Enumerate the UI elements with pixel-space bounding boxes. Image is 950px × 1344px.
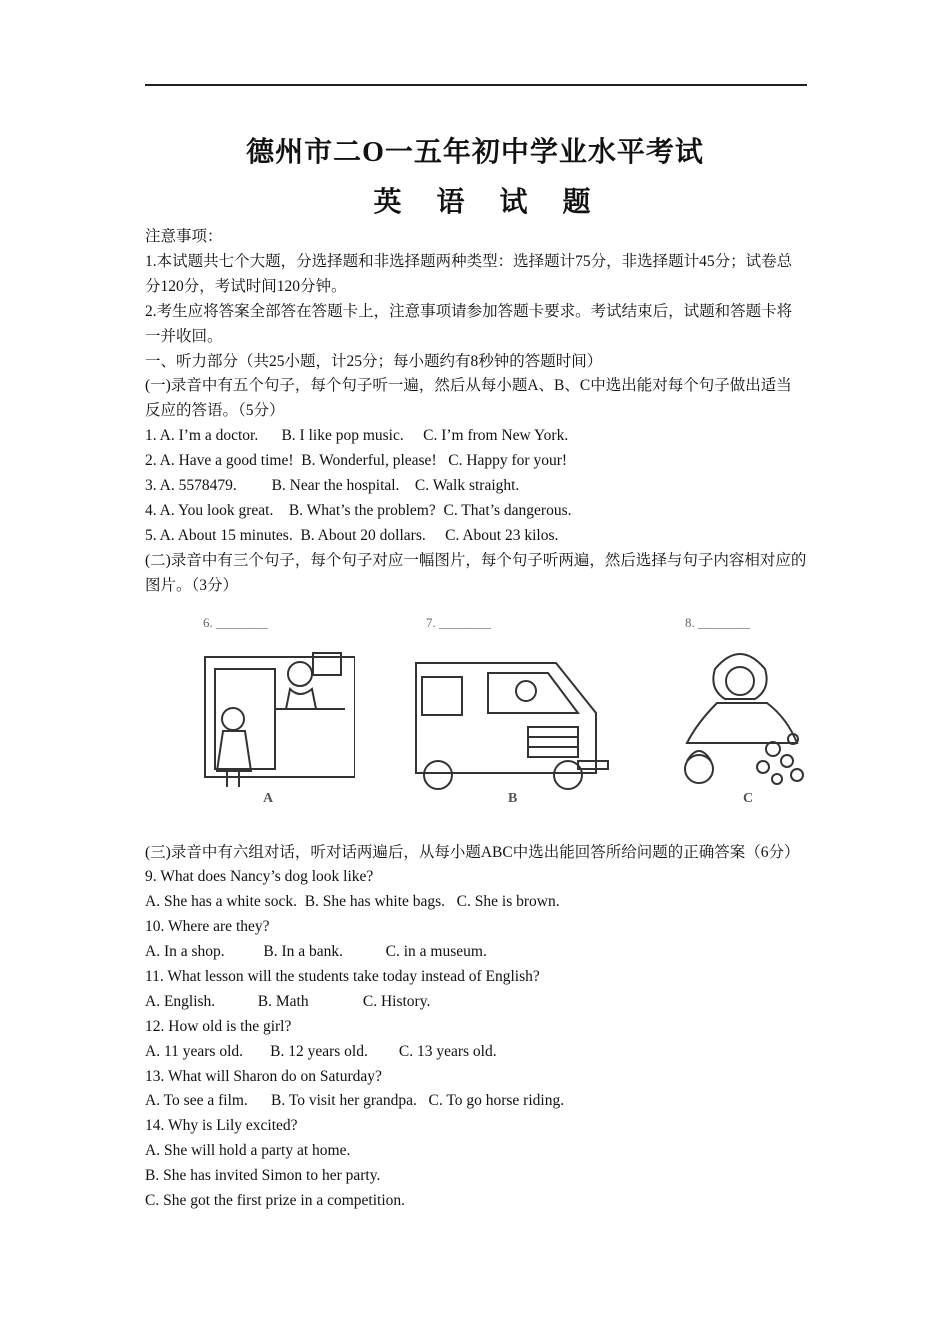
picture-letter-b: B bbox=[508, 790, 518, 806]
section1-instruction: (一)录音中有五个句子，每个句子听一遍，然后从每小题A、B、C中选出能对每个句子做出适当反应的答语。（5分） bbox=[145, 377, 792, 420]
exam-subtitle: 英 语 试 题 bbox=[373, 187, 605, 218]
question-14: 14. Why is Lily excited? bbox=[145, 1117, 298, 1135]
question-9-options: A. She has a white sock. B. She has white bags. C. She is brown. bbox=[145, 893, 560, 911]
question-12-options: A. 11 years old. B. 12 years old. C. 13 years old. bbox=[145, 1042, 497, 1060]
question-2: 2. A. Have a good time! B. Wonderful, please! C. Happy for your! bbox=[145, 452, 568, 470]
question-10-options: A. In a shop. B. In a bank. C. in a museum. bbox=[145, 943, 487, 961]
question-3: 3. A. 5578479. B. Near the hospital. C. Walk straight. bbox=[145, 477, 520, 495]
picture-row bbox=[145, 609, 807, 833]
question-11-options: A. English. B. Math C. History. bbox=[145, 992, 431, 1010]
section3-instruction: (三)录音中有六组对话，听对话两遍后，从每小题ABC中选出能回答所给问题的正确答案（6分） bbox=[145, 843, 800, 861]
part1-heading: 一、听力部分（共25小题，计25分；每小题约有8秒钟的答题时间） bbox=[145, 352, 603, 370]
question-12: 12. How old is the girl? bbox=[145, 1017, 292, 1035]
question-13: 13. What will Sharon do on Saturday? bbox=[145, 1067, 382, 1085]
question-9: 9. What does Nancy’s dog look like? bbox=[145, 868, 374, 886]
picture-a bbox=[185, 609, 355, 833]
question-4: 4. A. You look great. B. What’s the problem? C. That’s dangerous. bbox=[145, 501, 572, 519]
picture-letter-c: C bbox=[743, 790, 754, 806]
picture-letter-a: A bbox=[263, 790, 274, 806]
exam-title: 德州市二O一五年初中学业水平考试 bbox=[246, 137, 704, 168]
question-10: 10. Where are they? bbox=[145, 918, 270, 936]
question-14-option-b: B. She has invited Simon to her party. bbox=[145, 1167, 381, 1185]
truck-drawing bbox=[408, 633, 618, 803]
girl-picking-flowers-drawing bbox=[665, 629, 815, 799]
question-11: 11. What lesson will the students take today instead of English? bbox=[145, 967, 540, 985]
picture-number-7: 7. ________ bbox=[426, 614, 491, 630]
question-14-option-a: A. She will hold a party at home. bbox=[145, 1142, 351, 1160]
question-1: 1. A. I’m a doctor. B. I like pop music. C. I’m from New York. bbox=[145, 427, 569, 445]
exam-content bbox=[145, 225, 807, 1214]
picture-c bbox=[665, 609, 815, 833]
question-5: 5. A. About 15 minutes. B. About 20 dollars. C. About 23 kilos. bbox=[145, 526, 559, 544]
section2-instruction: (二)录音中有三个句子，每个句子对应一幅图片，每个句子听两遍，然后选择与句子内容相对应的图片。（3分） bbox=[145, 551, 807, 594]
header-rule bbox=[145, 84, 807, 86]
notice-item-1: 1.本试题共七个大题，分选择题和非选择题两种类型：选择题计75分，非选择题计45分；试卷总分120分，考试时间120分钟。 bbox=[145, 252, 793, 295]
notice-item-2: 2.考生应将答案全部答在答题卡上，注意事项请参加答题卡要求。考试结束后，试题和答题卡将一并收回。 bbox=[145, 302, 793, 345]
picture-b bbox=[408, 609, 618, 833]
question-13-options: A. To see a film. B. To visit her grandpa. C. To go horse riding. bbox=[145, 1092, 565, 1110]
notice-heading: 注意事项： bbox=[145, 228, 223, 245]
question-14-option-c: C. She got the first prize in a competition. bbox=[145, 1192, 406, 1209]
picture-number-6: 6. ________ bbox=[203, 614, 268, 630]
picture-number-8: 8. ________ bbox=[685, 614, 750, 630]
